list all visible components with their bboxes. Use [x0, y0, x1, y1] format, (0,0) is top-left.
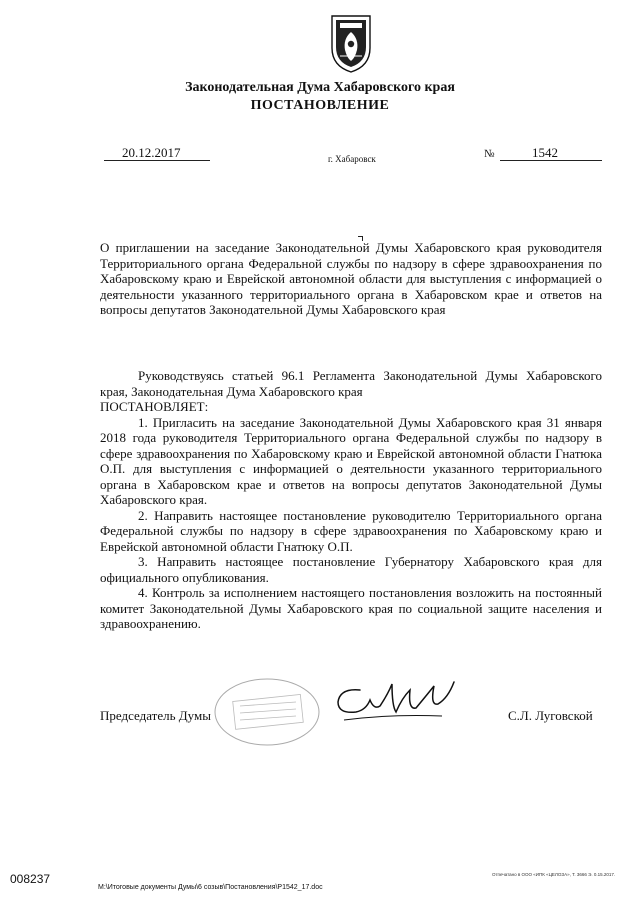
- document-type: ПОСТАНОВЛЕНИЕ: [250, 98, 390, 113]
- chairman-name: С.Л. Луговской: [508, 708, 593, 723]
- chairman-position: Председатель Думы: [100, 708, 211, 723]
- registration-number: 008237: [10, 872, 51, 886]
- organization-name: Законодательная Дума Хабаровского края: [185, 80, 455, 95]
- list-item: 2. Направить настоящее постановление руководителю Территориального органа Федеральной службы по надзору в сфере здравоохранения по Хабаровскому краю и Еврейской автономной области Гнатюку О.П.: [100, 507, 602, 554]
- coat-of-arms-emblem: [328, 12, 374, 74]
- document-number: 1542: [500, 146, 602, 161]
- document-date: 20.12.2017: [104, 146, 210, 161]
- number-sign: №: [484, 148, 495, 160]
- handwritten-signature: [330, 676, 460, 728]
- list-item: 3. Направить настоящее постановление Губернатору Хабаровского края для официального опубликования.: [100, 554, 602, 585]
- document-body: [100, 368, 602, 632]
- document-subject: О приглашении на заседание Законодательной Думы Хабаровского края руководителя Территориального органа Федеральной службы по надзору в сфере здравоохранения по Хабаровскому краю и Еврейской автономной области для выступления с информацией о деятельности указанного территориального органа в Хабаровском крае и ответов на вопросы депутатов Законодательной Думы Хабаровского края: [100, 240, 602, 317]
- intro-paragraph: Руководствуясь статьей 96.1 Регламента Законодательной Думы Хабаровского края, Законодательная Дума Хабаровского края: [100, 368, 602, 399]
- document-city: г. Хабаровск: [328, 154, 376, 164]
- list-item: 1. Пригласить на заседание Законодательной Думы Хабаровского края 31 января 2018 года руководителя Территориального органа Федеральной службы по надзору в сфере здравоохранения по Хабаровскому краю и Еврейской автономной области Гнатюка О.П. для выступления с информацией о деятельности указанного территориального органа в Хабаровском крае и ответов на вопросы депутатов Законодательной Думы Хабаровского края.: [100, 414, 602, 507]
- seal-stamp: [212, 676, 322, 748]
- list-item: 4. Контроль за исполнением настоящего постановления возложить на постоянный комитет Законодательной Думы Хабаровского края по социальной защите населения и здравоохранению.: [100, 585, 602, 631]
- file-path: М:\Итоговые документы Думы\6 созыв\Постановления\P1542_17.doc: [98, 884, 323, 891]
- decree-word: ПОСТАНОВЛЯЕТ:: [100, 399, 209, 414]
- print-note: Отпечатано в ООО «ИПК «ЦЕЛОЗА», Т. 3666 Э. 0.15.2017.: [492, 872, 616, 877]
